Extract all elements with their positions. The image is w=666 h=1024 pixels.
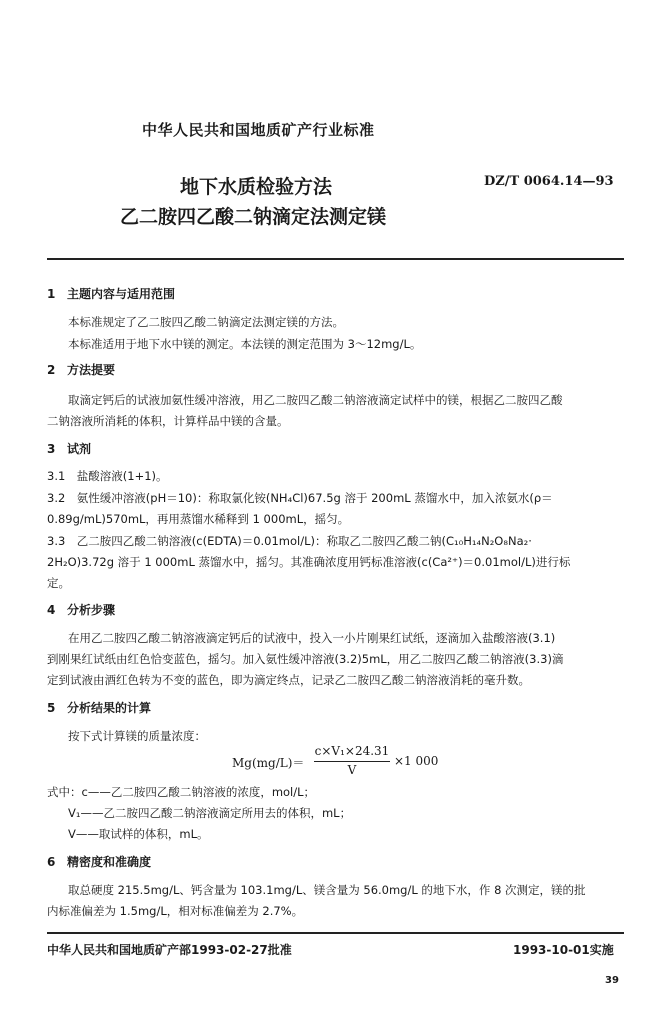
s3-item1: 3.1 盐酸溶液(1+1)。 [47, 469, 168, 483]
s1-para2: 本标准适用于地下水中镁的测定。本法镁的测定范围为 3～12mg/L。 [68, 337, 422, 351]
s3-item3a: 3.3 乙二胺四乙酸二钠溶液(c(EDTA)＝0.01mol/L)：称取乙二胺四乙酸二钠(C₁₀H₁₄N₂O₈Na₂· [47, 534, 532, 548]
approval-text: 中华人民共和国地质矿产部1993-02-27批准 [47, 943, 292, 957]
formula-right: ×1 000 [394, 754, 439, 768]
where-line2: V₁——乙二胺四乙酸二钠溶液滴定所用去的体积，mL； [68, 806, 352, 820]
fraction-bar [314, 761, 390, 762]
s5-intro: 按下式计算镁的质量浓度： [68, 729, 206, 743]
s3-item3b: 2H₂O)3.72g 溶于 1 000mL 蒸馏水中，摇匀。其准确浓度用钙标准溶液(c(Ca²⁺)＝0.01mol/L)进行标 [47, 555, 571, 569]
standard-org: 中华人民共和国地质矿产行业标准 [142, 121, 375, 139]
header-divider [47, 258, 624, 260]
section-1-heading: 1 主题内容与适用范围 [47, 287, 176, 301]
section-6-heading: 6 精密度和准确度 [47, 855, 152, 869]
s1-para1: 本标准规定了乙二胺四乙酸二钠滴定法测定镁的方法。 [68, 315, 344, 329]
formula-denominator: V [347, 763, 357, 777]
title-line1: 地下水质检验方法 [180, 176, 333, 198]
page-number: 39 [605, 975, 619, 986]
formula-left: Mg(mg/L)＝ [232, 756, 305, 770]
s4-line3: 定到试液由酒红色转为不变的蓝色，即为滴定终点，记录乙二胺四乙酸二钠溶液消耗的毫升数。 [47, 673, 530, 687]
section-3-heading: 3 试剂 [47, 442, 92, 456]
standard-code: DZ/T 0064.14—93 [484, 174, 614, 189]
s2-line1: 取滴定钙后的试液加氨性缓冲溶液，用乙二胺四乙酸二钠溶液滴定试样中的镁，根据乙二胺四乙酸 [68, 393, 563, 407]
effective-date: 1993-10-01实施 [513, 943, 614, 957]
s2-line2: 二钠溶液所消耗的体积，计算样品中镁的含量。 [47, 414, 289, 428]
where-line1: 式中：c——乙二胺四乙酸二钠溶液的浓度，mol/L； [47, 785, 316, 799]
section-4-heading: 4 分析步骤 [47, 603, 116, 617]
title-line2: 乙二胺四乙酸二钠滴定法测定镁 [120, 206, 387, 228]
s4-line2: 到刚果红试纸由红色恰变蓝色，摇匀。加入氨性缓冲溶液(3.2)5mL，用乙二胺四乙酸二钠溶液(3.3)滴 [47, 652, 564, 666]
s3-item2b: 0.89g/mL)570mL，再用蒸馏水稀释到 1 000mL，摇匀。 [47, 512, 350, 526]
section-5-heading: 5 分析结果的计算 [47, 701, 152, 715]
footer-divider [47, 932, 624, 934]
section-2-heading: 2 方法提要 [47, 363, 116, 377]
s3-item2a: 3.2 氨性缓冲溶液(pH＝10)：称取氯化铵(NH₄Cl)67.5g 溶于 200mL 蒸馏水中，加入浓氨水(ρ＝ [47, 491, 553, 505]
s6-line1: 取总硬度 215.5mg/L、钙含量为 103.1mg/L、镁含量为 56.0mg/L 的地下水，作 8 次测定，镁的批 [68, 883, 586, 897]
where-line3: V——取试样的体积，mL。 [68, 827, 209, 841]
s4-line1: 在用乙二胺四乙酸二钠溶液滴定钙后的试液中，投入一小片刚果红试纸，逐滴加入盐酸溶液(3.1) [68, 631, 556, 645]
s6-line2: 内标准偏差为 1.5mg/L，相对标准偏差为 2.7%。 [47, 904, 304, 918]
formula-numerator: c×V₁×24.31 [314, 744, 390, 758]
s3-item3c: 定。 [47, 576, 70, 590]
